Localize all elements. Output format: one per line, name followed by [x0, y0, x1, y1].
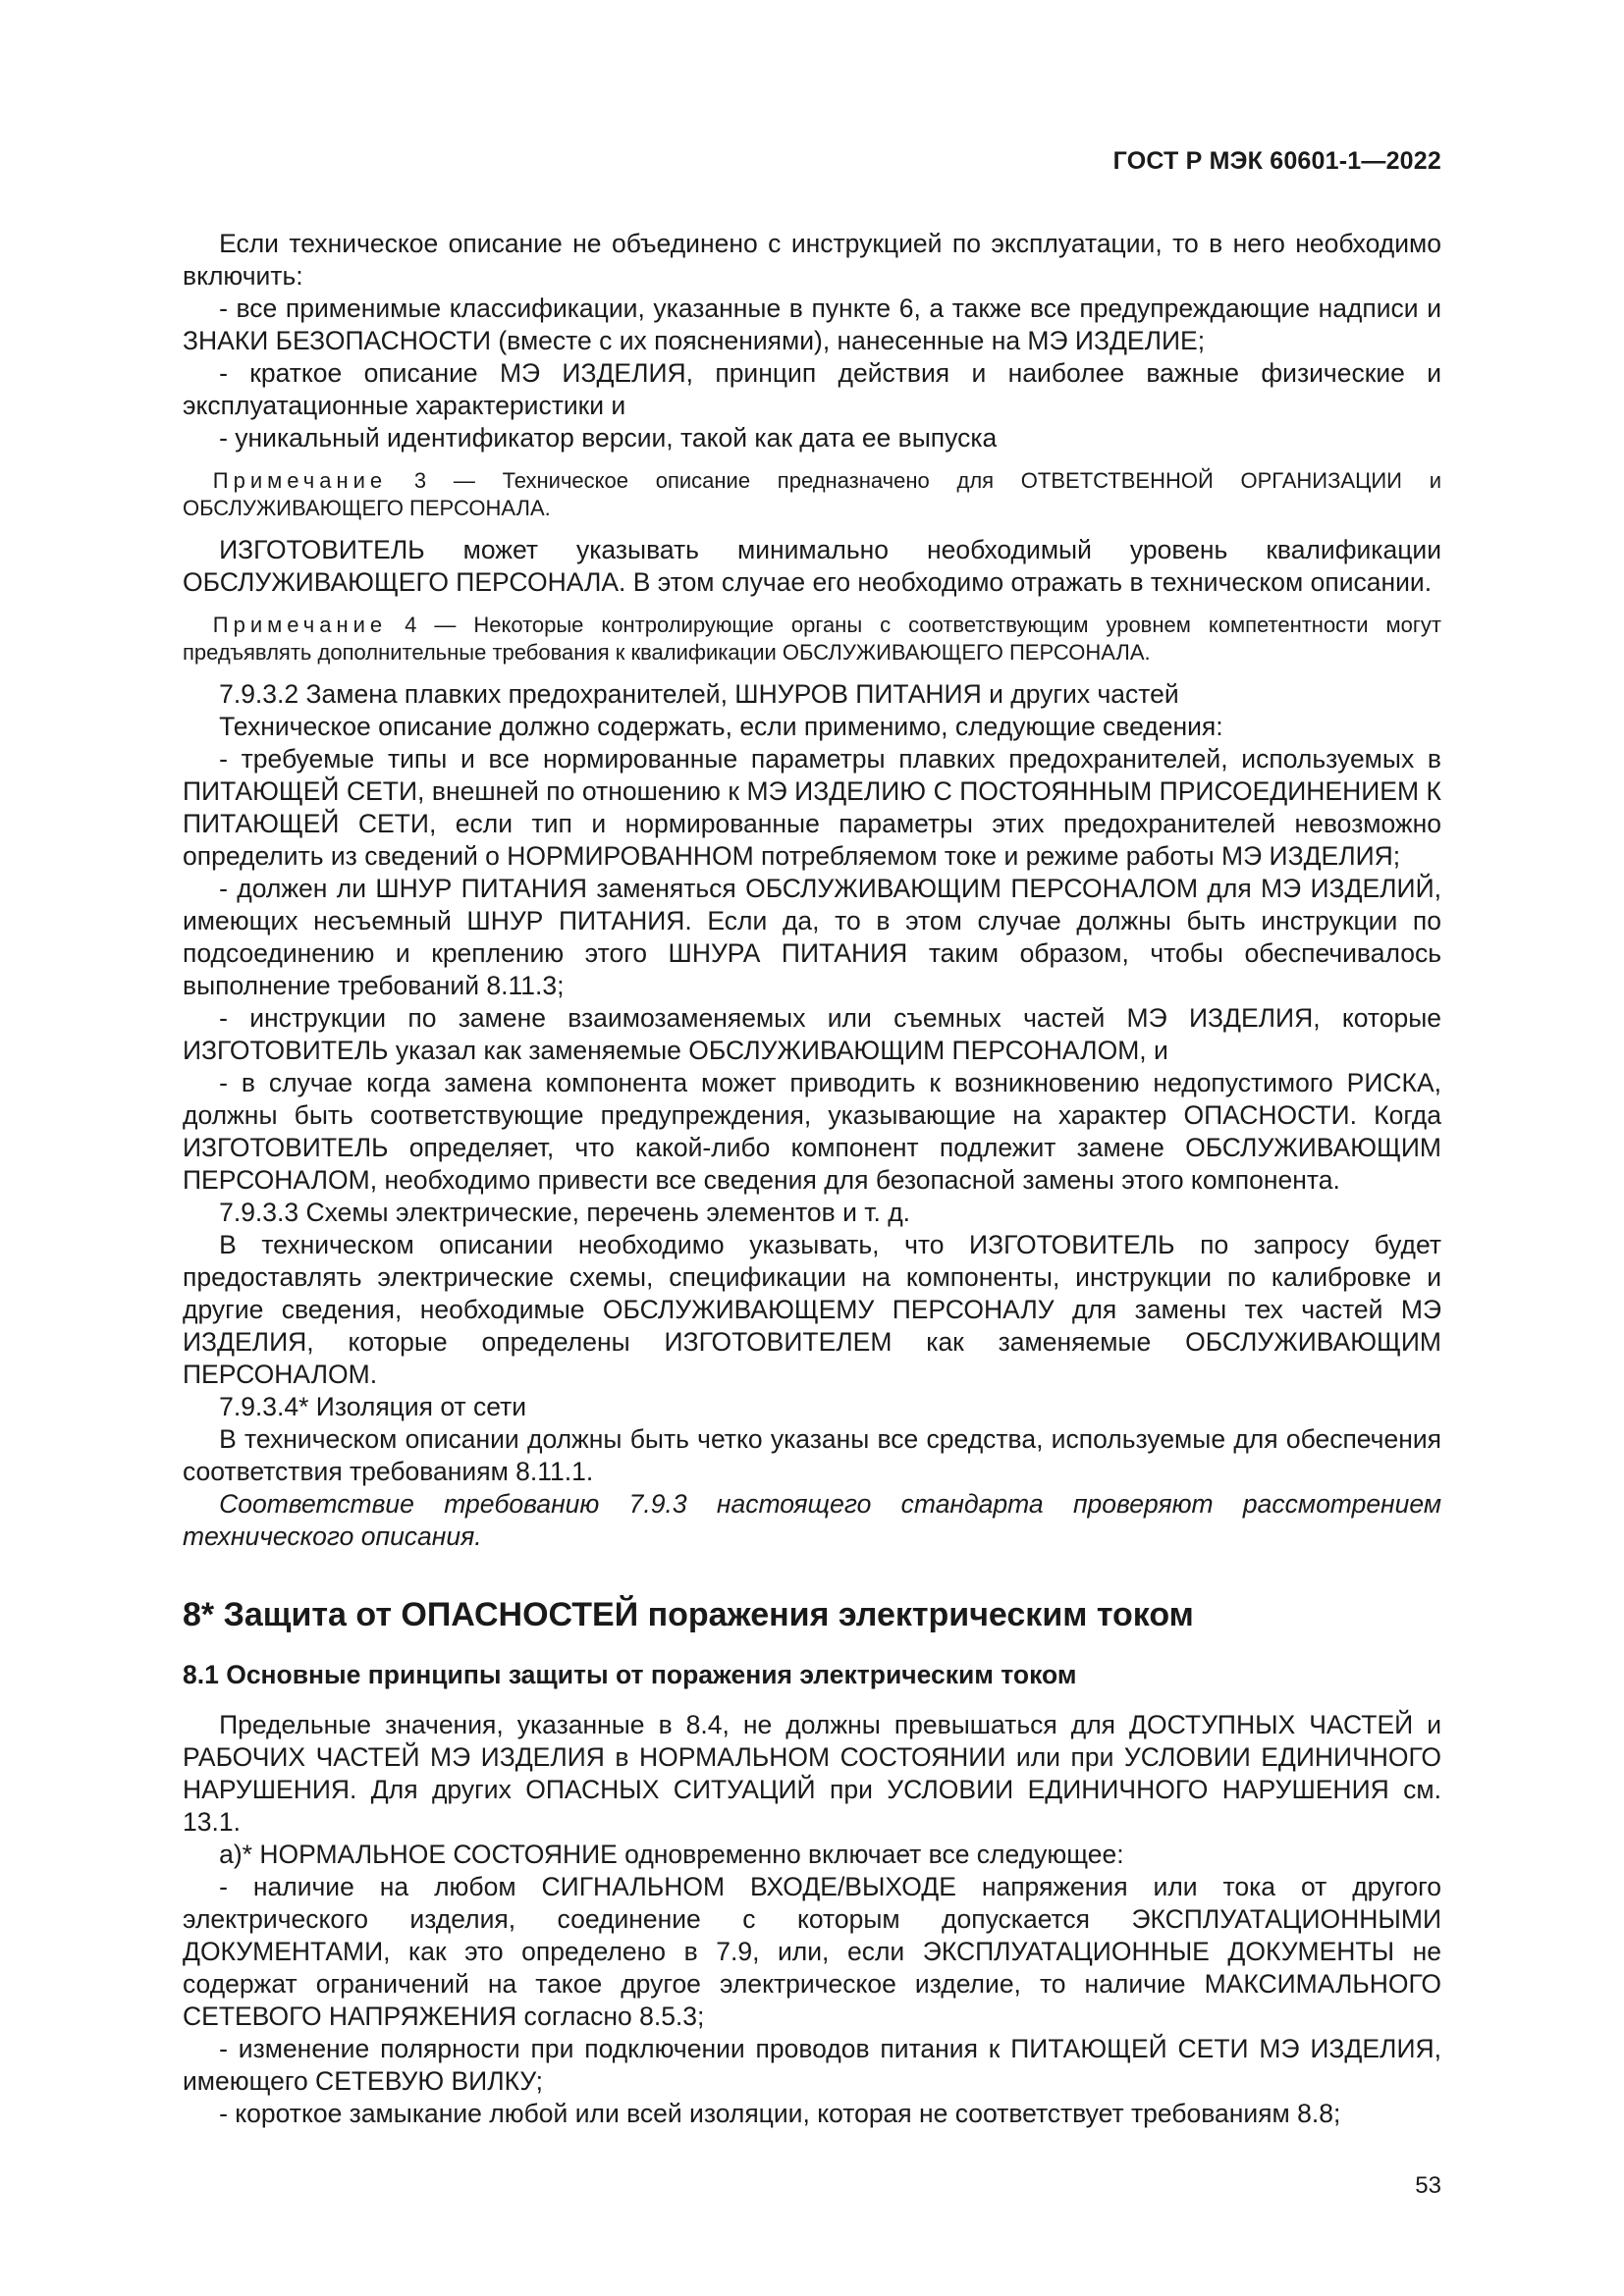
note-text: 3 — Техническое описание предназначено для ОТВЕТСТВЕННОЙ ОРГАНИЗАЦИИ и ОБСЛУЖИВАЮЩЕГО ПЕРСОНАЛА.: [183, 468, 1441, 520]
list-item: - короткое замыкание любой или всей изоляции, которая не соответствует требованиям 8.8;: [219, 2099, 1341, 2128]
paragraph: ИЗГОТОВИТЕЛЬ может указывать минимально необходимый уровень квалификации ОБСЛУЖИВАЮЩЕГО ПЕРСОНАЛА. В этом случае его необходимо отражать в техническом описании.: [183, 535, 1441, 597]
list-item: - изменение полярности при подключении проводов питания к ПИТАЮЩЕЙ СЕТИ МЭ ИЗДЕЛИЯ, имеющего СЕТЕВУЮ ВИЛКУ;: [183, 2034, 1441, 2096]
list-item: - наличие на любом СИГНАЛЬНОМ ВХОДЕ/ВЫХОДЕ напряжения или тока от другого электрического изделия, соединение с которым допускается ЭКСПЛУАТАЦИОННЫМИ ДОКУМЕНТАМИ, как это определено в 7.9, или, если ЭКСПЛУАТАЦИОННЫЕ ДОКУМЕНТЫ не содержат ограничений на такое другое электрическое изделие, то наличие МАКСИМАЛЬНОГО СЕТЕВОГО НАПРЯЖЕНИЯ согласно 8.5.3;: [183, 1872, 1441, 2031]
note-label: Примечание: [212, 468, 388, 493]
clause-heading: 7.9.3.3 Схемы электрические, перечень элементов и т. д.: [219, 1198, 911, 1227]
paragraph: В техническом описании необходимо указывать, что ИЗГОТОВИТЕЛЬ по запросу будет предоставлять электрические схемы, спецификации на компоненты, инструкции по калибровке и другие сведения, необходимые ОБСЛУЖИВАЮЩЕМУ ПЕРСОНАЛУ для замены тех частей МЭ ИЗДЕЛИЯ, которые определены ИЗГОТОВИТЕЛЕМ как заменяемые ОБСЛУЖИВАЮЩИМ ПЕРСОНАЛОМ.: [183, 1230, 1441, 1389]
note: [183, 467, 1441, 521]
clause-heading: 7.9.3.4* Изоляция от сети: [219, 1392, 527, 1421]
compliance-statement: Соответствие требованию 7.9.3 настоящего стандарта проверяют рассмотрением технического описания.: [183, 1489, 1441, 1551]
document-body: [183, 228, 1441, 2130]
list-item: - уникальный идентификатор версии, такой как дата ее выпуска: [219, 423, 998, 453]
paragraph: В техническом описании должны быть четко указаны все средства, используемые для обеспечения соответствия требованиям 8.11.1.: [183, 1424, 1441, 1486]
paragraph: a)* НОРМАЛЬНОЕ СОСТОЯНИЕ одновременно включает все следующее:: [219, 1840, 1124, 1869]
list-item: - требуемые типы и все нормированные параметры плавких предохранителей, используемых в ПИТАЮЩЕЙ СЕТИ, внешней по отношению к МЭ ИЗДЕЛИЮ С ПОСТОЯННЫМ ПРИСОЕДИНЕНИЕМ К ПИТАЮЩЕЙ СЕТИ, если тип и нормированные параметры этих предохранителей невозможно определить из сведений о НОРМИРОВАННОМ потребляемом токе и режиме работы МЭ ИЗДЕЛИЯ;: [183, 744, 1441, 871]
note-text: 4 — Некоторые контролирующие органы с соответствующим уровнем компетентности могут предъявлять дополнительные требования к квалификации ОБСЛУЖИВАЮЩЕГО ПЕРСОНАЛА.: [183, 613, 1441, 665]
list-item: - в случае когда замена компонента может приводить к возникновению недопустимого РИСКА, должны быть соответствующие предупреждения, указывающие на характер ОПАСНОСТИ. Когда ИЗГОТОВИТЕЛЬ определяет, что какой-либо компонент подлежит замене ОБСЛУЖИВАЮЩИМ ПЕРСОНАЛОМ, необходимо привести все сведения для безопасной замены этого компонента.: [183, 1068, 1441, 1195]
document-header: ГОСТ Р МЭК 60601-1—2022: [1112, 147, 1441, 175]
list-item: - все применимые классификации, указанные в пункте 6, а также все предупреждающие надписи и ЗНАКИ БЕЗОПАСНОСТИ (вместе с их пояснениями), нанесенные на МЭ ИЗДЕЛИЕ;: [183, 294, 1441, 355]
note-label: Примечание: [212, 613, 388, 637]
list-item: - инструкции по замене взаимозаменяемых или съемных частей МЭ ИЗДЕЛИЯ, которые ИЗГОТОВИТЕЛЬ указал как заменяемые ОБСЛУЖИВАЮЩИМ ПЕРСОНАЛОМ, и: [183, 1003, 1441, 1065]
paragraph: Техническое описание должно содержать, если применимо, следующие сведения:: [219, 712, 1223, 741]
page-number: 53: [1415, 2172, 1441, 2199]
paragraph: Если техническое описание не объединено с инструкцией по эксплуатации, то в него необходимо включить:: [183, 229, 1441, 291]
list-item: - краткое описание МЭ ИЗДЕЛИЯ, принцип действия и наиболее важные физические и эксплуатационные характеристики и: [183, 358, 1441, 420]
clause-heading: 7.9.3.2 Замена плавких предохранителей, ШНУРОВ ПИТАНИЯ и других частей: [219, 679, 1179, 709]
paragraph: Предельные значения, указанные в 8.4, не должны превышаться для ДОСТУПНЫХ ЧАСТЕЙ и РАБОЧИХ ЧАСТЕЙ МЭ ИЗДЕЛИЯ в НОРМАЛЬНОМ СОСТОЯНИИ или при УСЛОВИИ ЕДИНИЧНОГО НАРУШЕНИЯ. Для других ОПАСНЫХ СИТУАЦИЙ при УСЛОВИИ ЕДИНИЧНОГО НАРУШЕНИЯ см. 13.1.: [183, 1710, 1441, 1837]
section-title: 8* Защита от ОПАСНОСТЕЙ поражения электрическим током: [183, 1596, 1194, 1633]
list-item: - должен ли ШНУР ПИТАНИЯ заменяться ОБСЛУЖИВАЮЩИМ ПЕРСОНАЛОМ для МЭ ИЗДЕЛИЙ, имеющих несъемный ШНУР ПИТАНИЯ. Если да, то в этом случае должны быть инструкции по подсоединению и креплению этого ШНУРА ПИТАНИЯ таким образом, чтобы обеспечивалось выполнение требований 8.11.3;: [183, 874, 1441, 1000]
subsection-title: 8.1 Основные принципы защиты от поражения электрическим током: [183, 1660, 1077, 1689]
note: [183, 612, 1441, 666]
